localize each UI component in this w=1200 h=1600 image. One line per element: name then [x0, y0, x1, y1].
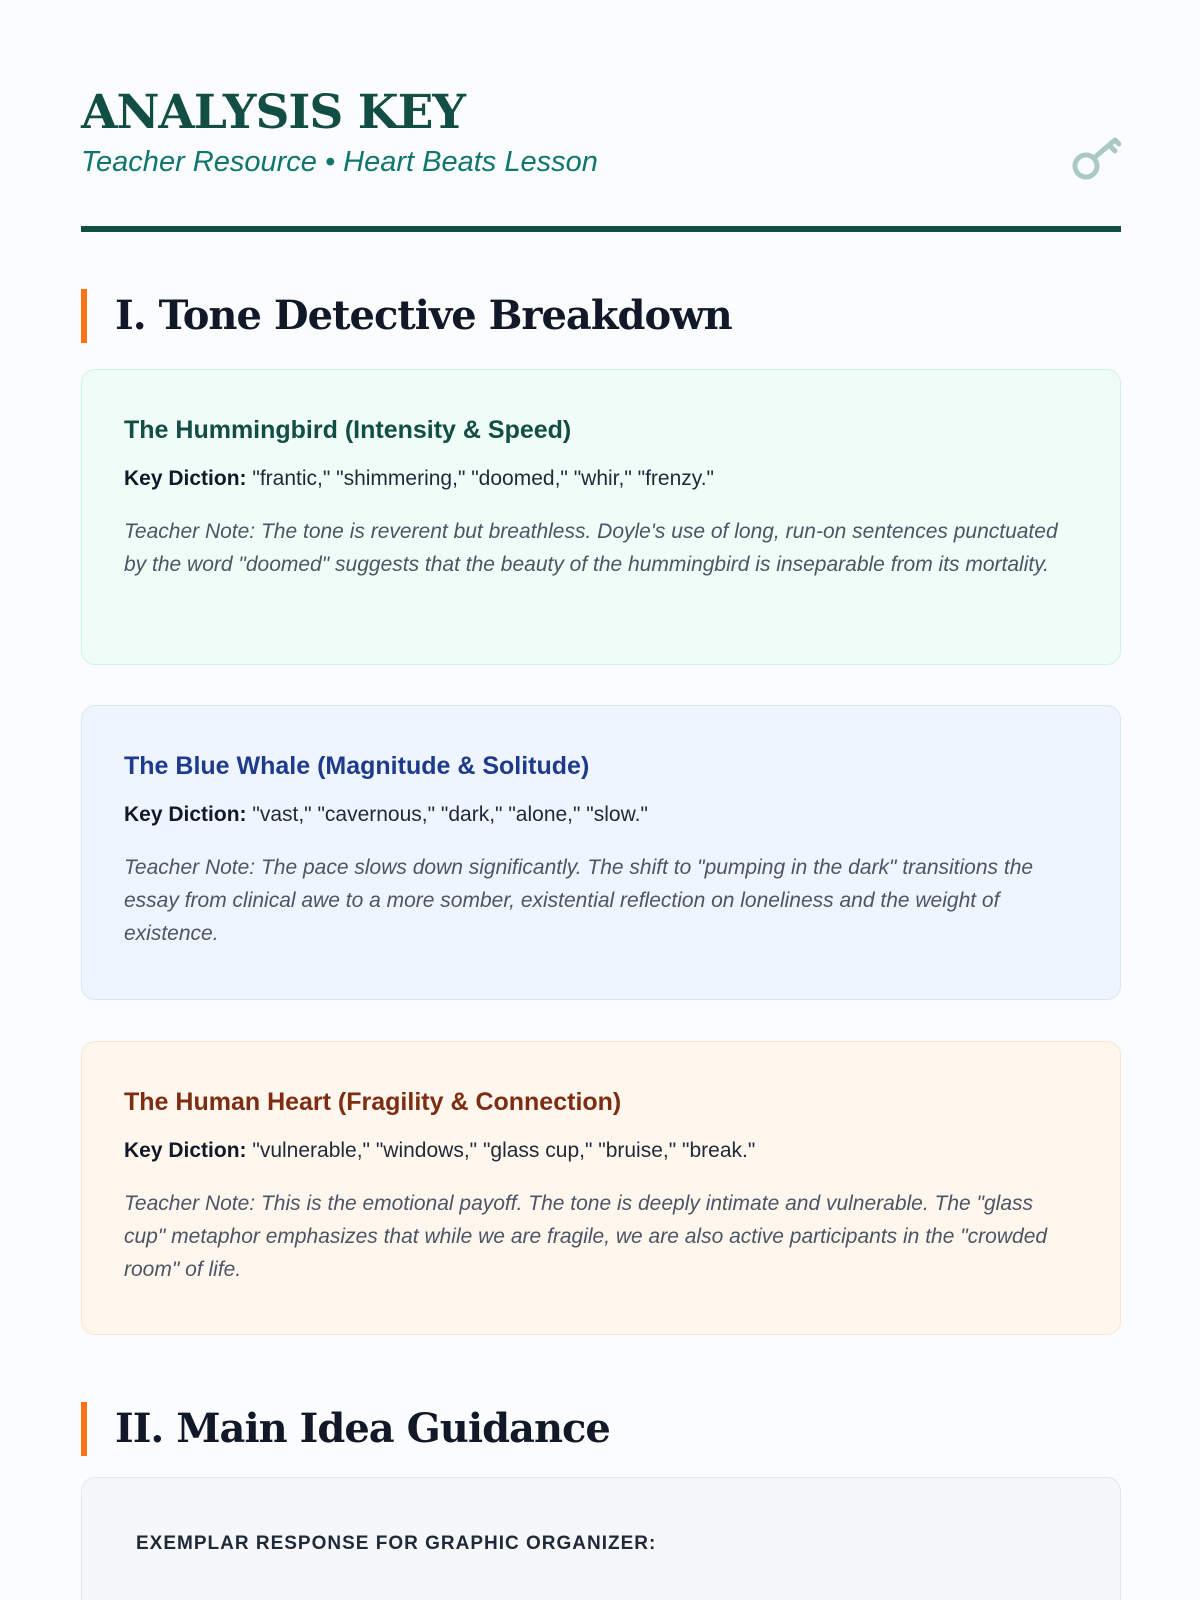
section-heading-tone: I. Tone Detective Breakdown	[81, 289, 1121, 343]
key-diction-words: "vast," "cavernous," "dark," "alone," "slow."	[252, 803, 648, 826]
key-icon	[1071, 132, 1121, 184]
document-title: ANALYSIS KEY	[81, 85, 465, 140]
key-diction-label: Key Diction:	[124, 467, 247, 490]
teacher-note: Teacher Note: This is the emotional payoff. The tone is deeply intimate and vulnerable. The "glass cup" metaphor emphasizes that while we are fragile, we are also active participants in the "crowded room" of life.	[124, 1192, 1048, 1281]
key-diction-words: "frantic," "shimmering," "doomed," "whir," "frenzy."	[252, 467, 714, 490]
exemplar-response-label: EXEMPLAR RESPONSE FOR GRAPHIC ORGANIZER:	[136, 1533, 657, 1554]
tone-card-human-heart	[81, 1041, 1121, 1335]
document-subtitle: Teacher Resource • Heart Beats Lesson	[81, 146, 598, 178]
key-diction-words: "vulnerable," "windows," "glass cup," "bruise," "break."	[252, 1139, 756, 1162]
document-header	[81, 0, 1121, 226]
key-diction	[124, 1137, 1080, 1165]
tone-card-hummingbird	[81, 369, 1121, 665]
key-diction	[124, 465, 1080, 493]
section-heading-main-idea: II. Main Idea Guidance	[81, 1402, 1121, 1456]
key-diction-label: Key Diction:	[124, 1139, 247, 1162]
card-title: The Hummingbird (Intensity & Speed)	[124, 416, 572, 444]
card-title: The Human Heart (Fragility & Connection)	[124, 1088, 622, 1116]
tone-card-blue-whale	[81, 705, 1121, 1000]
key-diction	[124, 801, 1080, 829]
exemplar-response-card	[81, 1477, 1121, 1600]
teacher-note: Teacher Note: The tone is reverent but breathless. Doyle's use of long, run-on sentences punctuated by the word "doomed" suggests that the beauty of the hummingbird is inseparable from its mortality.	[124, 520, 1058, 576]
header-divider	[81, 226, 1121, 232]
card-title: The Blue Whale (Magnitude & Solitude)	[124, 752, 590, 780]
key-diction-label: Key Diction:	[124, 803, 247, 826]
analysis-key-page	[81, 0, 1121, 1554]
teacher-note: Teacher Note: The pace slows down significantly. The shift to "pumping in the dark" transitions the essay from clinical awe to a more somber, existential reflection on loneliness and the weight of existence.	[124, 856, 1034, 945]
